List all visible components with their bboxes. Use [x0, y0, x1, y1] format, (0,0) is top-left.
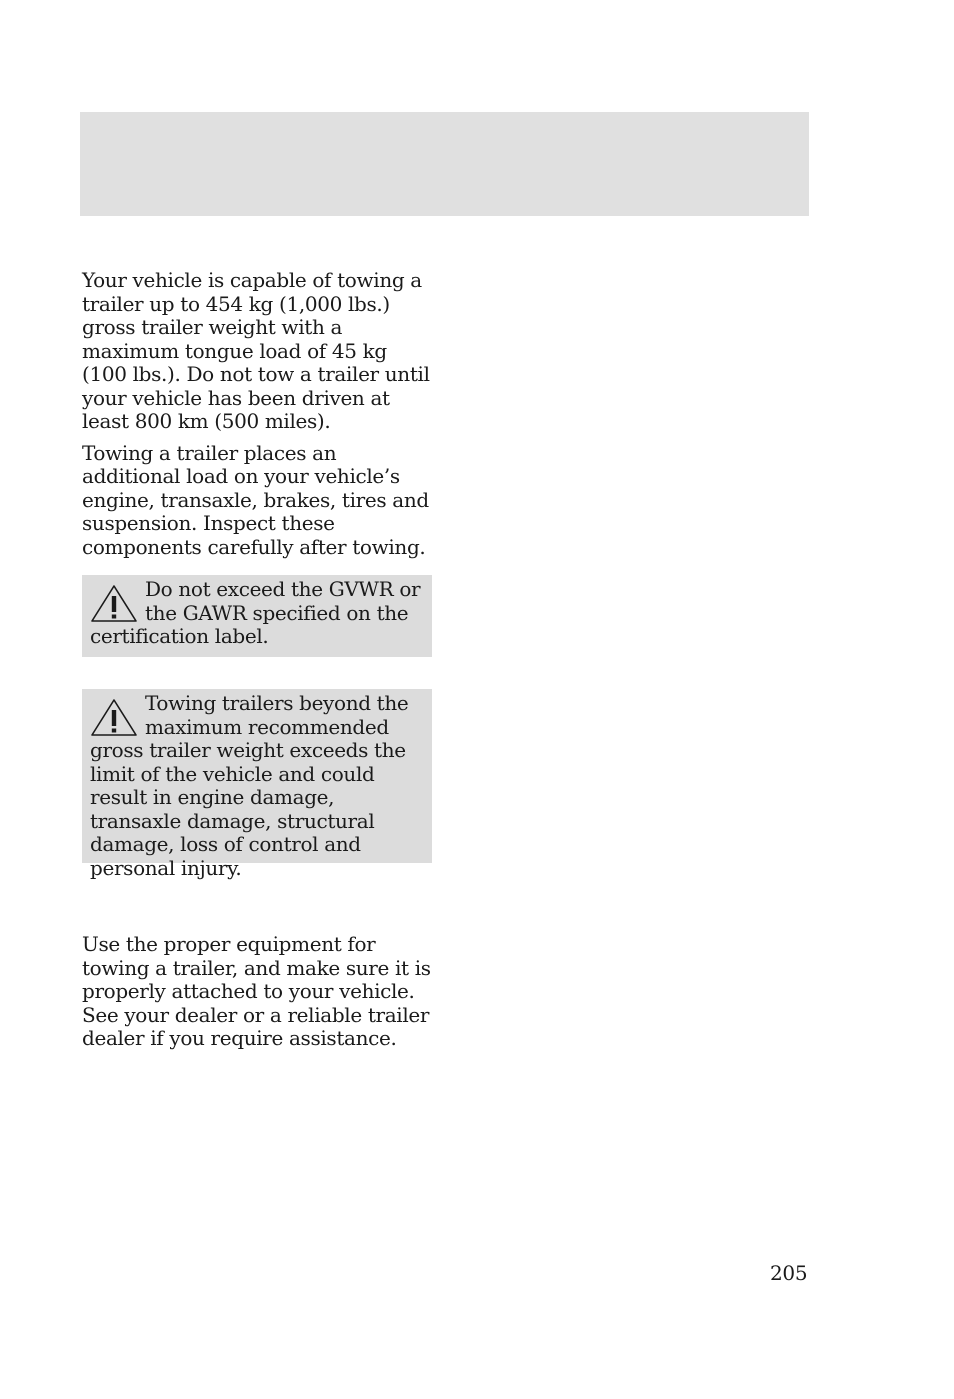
page-number: 205: [770, 1261, 808, 1285]
intro-paragraph-1: Your vehicle is capable of towing a trailer up to 454 kg (1,000 lbs.) gross trailer weight with a maximum tongue load of 45 kg (100 lbs.). Do not tow a trailer until your vehicle has been driven at least 800 km (500 miles).: [82, 268, 430, 433]
equipment-paragraph: Use the proper equipment for towing a trailer, and make sure it is properly attached to your vehicle. See your dealer or a reliable trailer dealer if you require assistance.: [82, 932, 431, 1050]
warning-text-gvwr: Do not exceed the GVWR or the GAWR specified on the certification label.: [90, 577, 421, 648]
intro-paragraph-2: Towing a trailer places an additional load on your vehicle’s engine, transaxle, brakes, tires and suspension. Inspect these components carefully after towing.: [82, 440, 429, 559]
equipment-section: [82, 933, 434, 1051]
warning-triangle-icon: [89, 583, 139, 625]
header-band: [80, 112, 809, 216]
warning-box-trailer-weight: [82, 689, 432, 880]
warning-box-gvwr: [82, 575, 432, 657]
warning-text-trailer-weight: Towing trailers beyond the maximum recommended gross trailer weight exceeds the limit of the vehicle and could result in engine damage, transaxle damage, structural damage, loss of control and personal injury.: [90, 691, 409, 880]
intro-section: [82, 269, 434, 559]
warning-triangle-icon: [89, 697, 139, 739]
